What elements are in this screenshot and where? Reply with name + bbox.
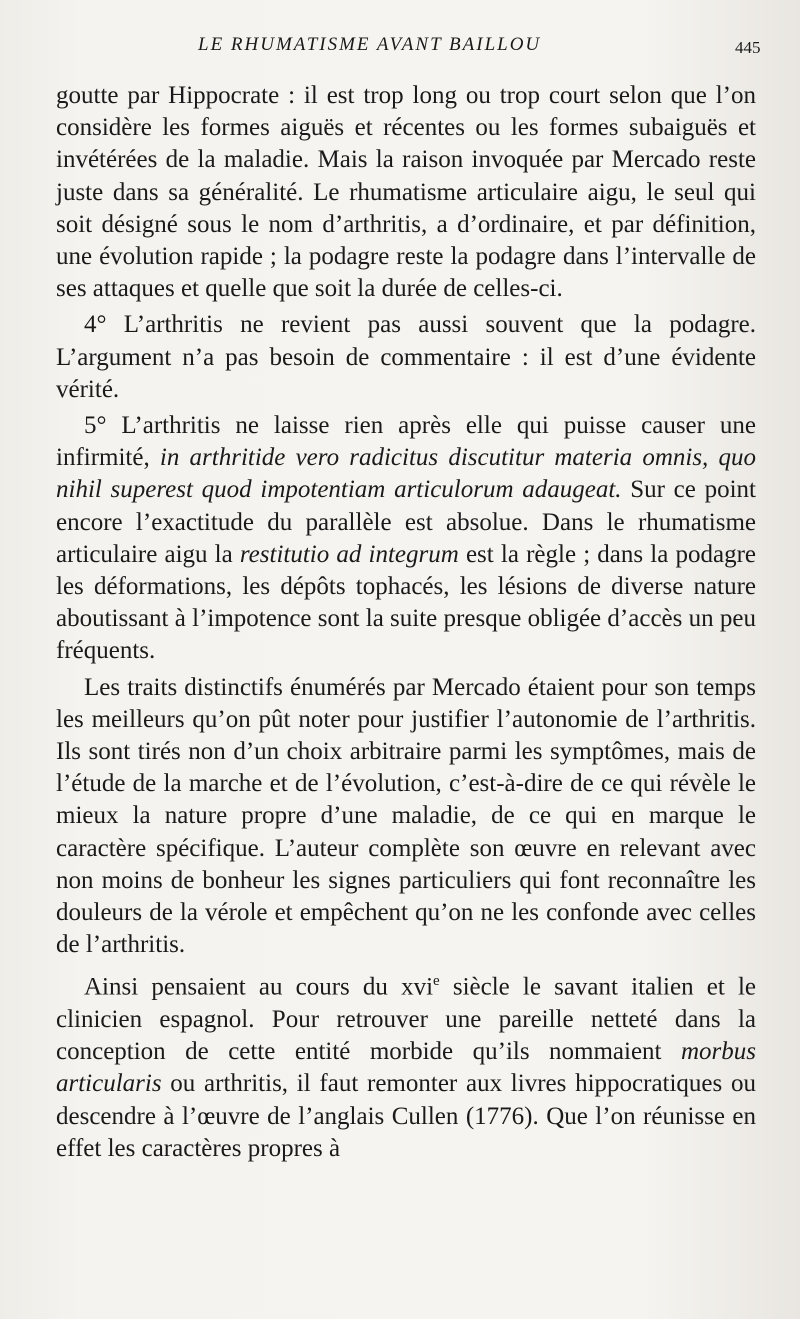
text-segment: 4° L’arthritis ne revient pas aussi souvent que la podagre. L’argument n’a pas besoin de commentaire : il est d’une évidente vérité.	[56, 311, 756, 403]
latin-term: morbus articularis	[56, 1038, 756, 1098]
latin-term: restitutio ad integrum	[239, 540, 459, 568]
superscript: e	[433, 973, 440, 990]
paragraph	[56, 672, 756, 962]
text-segment: Ainsi pensaient au cours du xvi	[84, 973, 434, 1001]
paragraph	[56, 410, 756, 668]
running-title: LE RHUMATISME AVANT BAILLOU	[198, 34, 542, 55]
page-header	[0, 34, 800, 64]
body-text	[56, 80, 756, 1165]
text-segment: Les traits distinctifs énumérés par Mercado étaient pour son temps les meilleurs qu’on pût noter pour justifier l’autonomie de l’arthritis. Ils sont tirés non d’un choix arbitraire parmi les symptômes, mais de l’étude de la marche et de l’évolution, c’est-à-dire de ce qui révèle le mieux la nature propre d’une maladie, de ce qui en marque le caractère spécifique. L’auteur complète son œuvre en relevant avec non moins de bonheur les signes particuliers qui font reconnaître les douleurs de la vérole et empêchent qu’on ne les confonde avec celles de l’arthritis.	[56, 673, 756, 959]
text-segment: siècle le savant italien et le clinicien espagnol. Pour retrouver une pareille netteté dans la conception de cette entité morbide qu’ils nommaient	[56, 973, 756, 1066]
paragraph	[56, 965, 756, 1165]
text-segment: goutte par Hippocrate : il est trop long ou trop court selon que l’on considère les formes aiguës et récentes ou les formes subaiguës et invétérées de la maladie. Mais la raison invoquée par Mercado reste juste dans sa généralité. Le rhumatisme articulaire aigu, le seul qui soit désigné sous le nom d’arthritis, a d’ordinaire, et par définition, une évolution rapide ; la podagre reste la podagre dans l’intervalle de ses attaques et quelle que soit la durée de celles-ci.	[56, 82, 756, 303]
text-segment: est la règle ; dans la podagre les déformations, les dépôts tophacés, les lésions de diverse nature aboutissant à l’impotence sont la suite presque obligée d’accès un peu fréquents.	[56, 540, 756, 665]
latin-quotation: in arthritide vero radicitus discutitur materia omnis, quo nihil superest quod impotentiam articulorum adaugeat.	[56, 444, 756, 504]
text-segment: Sur ce point encore l’exactitude du parallèle est absolue. Dans le rhumatisme articulaire aigu la	[56, 476, 756, 568]
paragraph	[56, 309, 756, 406]
text-segment: 5° L’arthritis ne laisse rien après elle qui puisse causer une infirmité,	[56, 412, 756, 472]
text-segment: ou arthritis, il faut remonter aux livres hippocratiques ou descendre à l’œuvre de l’anglais Cullen (1776). Que l’on réunisse en effet les caractères propres à	[56, 1070, 756, 1162]
paragraph	[56, 80, 756, 305]
page-number: 445	[735, 38, 761, 57]
